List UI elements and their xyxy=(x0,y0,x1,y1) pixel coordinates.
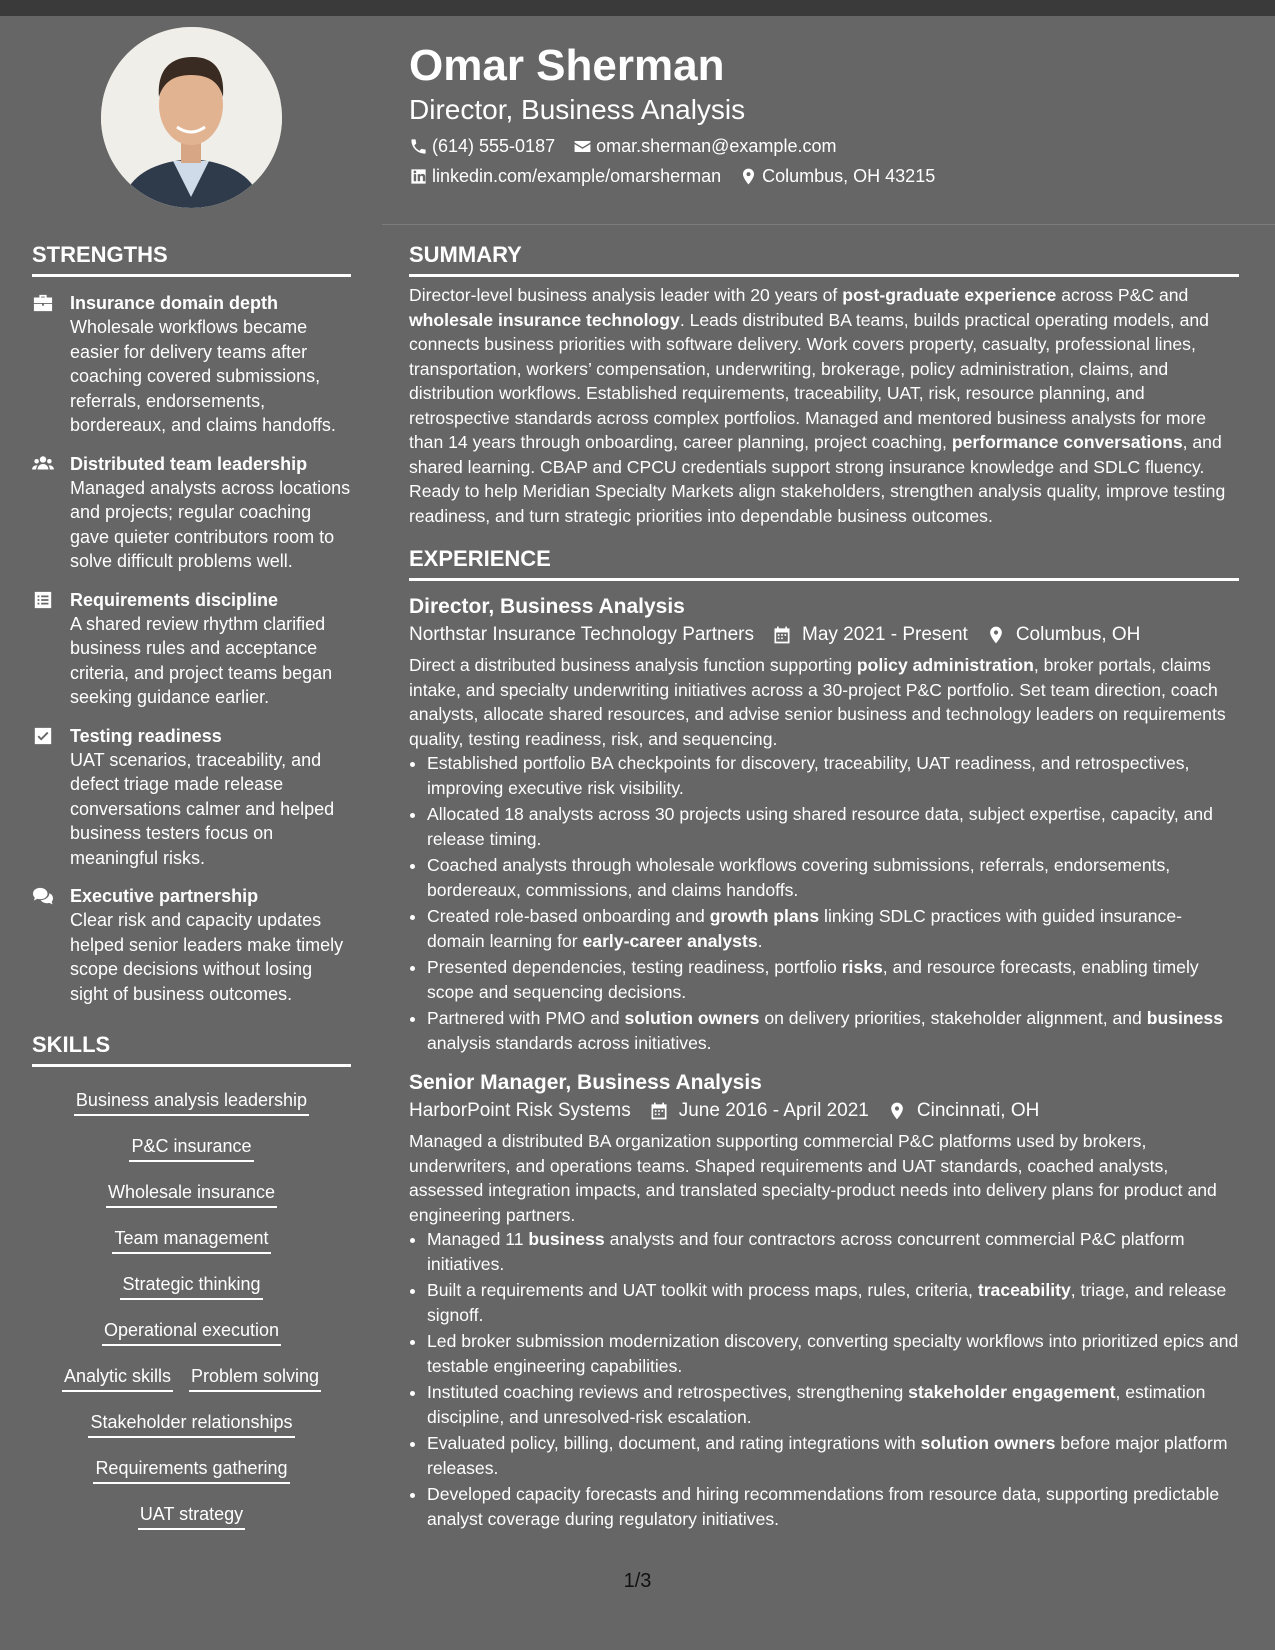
bullet: • Coached analysts through wholesale workflows covering submissions, referrals, endorsements, bordereaux, commissions, and claims handoffs. xyxy=(427,853,1239,902)
strength-desc: UAT scenarios, traceability, and defect triage made release conversations calmer and helped business testers focus on meaningful risks. xyxy=(70,749,335,868)
linkedin[interactable] xyxy=(409,164,721,188)
skills-heading: SKILLS xyxy=(32,1030,351,1067)
bullet: • Built a requirements and UAT toolkit with process maps, rules, criteria, traceability, triage, and release signoff. xyxy=(427,1278,1239,1327)
job-meta xyxy=(409,1097,1239,1125)
summary-text: Director-level business analysis leader with 20 years of post-graduate experience across P&C and wholesale insurance technology. Leads distributed BA teams, builds practical operating models, and connects business priorities with software delivery. Work covers property, casualty, professional lines, transportation, workers’ compensation, underwriting, brokerage, policy administration, claims, and distribution workflows. Established requirements, traceability, UAT, risk, resource planning, and retrospective standards across complex portfolios. Managed and mentored business analysts for more than 14 years through onboarding, career planning, project coaching, performance conversations, and shared learning. CBAP and CPCU credentials support strong insurance knowledge and SDLC fluency. Ready to help Meridian Specialty Markets align stakeholders, strengthen analysis quality, improve testing readiness, and turn strategic priorities into dependable business outcomes. xyxy=(409,285,1226,526)
header-divider xyxy=(382,224,1275,225)
phone-icon xyxy=(409,137,428,156)
location xyxy=(739,164,935,188)
bullet: • Established portfolio BA checkpoints for discovery, traceability, UAT readiness, and retrospectives, improving executive risk visibility. xyxy=(427,751,1239,800)
strength-item xyxy=(32,724,351,871)
map-marker-icon xyxy=(887,1101,907,1121)
skill-tag: Problem solving xyxy=(189,1364,321,1392)
skills-list xyxy=(32,1079,351,1539)
map-marker-icon xyxy=(739,167,758,186)
skill-tag: Analytic skills xyxy=(62,1364,173,1392)
strength-item xyxy=(32,291,351,438)
strength-item xyxy=(32,884,351,1006)
skill-tag: Business analysis leadership xyxy=(74,1088,309,1116)
comments-icon xyxy=(32,886,54,906)
strength-title: Testing readiness xyxy=(70,725,222,746)
strength-item xyxy=(32,452,351,574)
job-meta xyxy=(409,621,1239,649)
top-bar xyxy=(0,0,1275,16)
bullet: • Presented dependencies, testing readiness, portfolio risks, and resource forecasts, enabling timely scope and sequencing decisions. xyxy=(427,955,1239,1004)
job-location: Cincinnati, OH xyxy=(916,1100,1040,1121)
job-bullets xyxy=(409,1227,1239,1531)
strength-title: Insurance domain depth xyxy=(70,293,279,313)
bullet: • Developed capacity forecasts and hiring recommendations from resource data, supporting predictable analyst coverage during regulatory initiatives. xyxy=(427,1482,1239,1531)
skill-tag: Strategic thinking xyxy=(120,1272,262,1300)
company: Northstar Insurance Technology Partners xyxy=(409,624,754,645)
strength-desc: Managed analysts across locations and projects; regular coaching gave quieter contributors room to solve difficult problems well. xyxy=(70,477,351,571)
candidate-title: Director, Business Analysis xyxy=(409,94,746,125)
job-description: Direct a distributed business analysis function supporting policy administration, broker portals, claims intake, and specialty underwriting initiatives across a 30-project P&C portfolio. Set team direction, coach analysts, allocate shared resources, and advise senior business and technology leaders on requirements quality, testing readiness, risk, and sequencing. xyxy=(409,655,1226,749)
candidate-name: Omar Sherman xyxy=(409,41,725,90)
bullet: • Led broker submission modernization discovery, converting specialty workflows into prioritized epics and testable engineering capabilities. xyxy=(427,1329,1239,1378)
calendar-icon xyxy=(772,625,792,645)
header xyxy=(409,40,1249,188)
checkbox-icon xyxy=(32,726,54,746)
envelope-icon xyxy=(573,137,592,156)
contact-line-1 xyxy=(409,134,1249,158)
job-title: Senior Manager, Business Analysis xyxy=(409,1071,762,1094)
strengths-heading: STRENGTHS xyxy=(32,240,351,277)
job-dates: June 2016 - April 2021 xyxy=(678,1100,869,1121)
page-number: 1/3 xyxy=(623,1570,652,1592)
phone-text: (614) 555-0187 xyxy=(432,136,556,156)
job-dates: May 2021 - Present xyxy=(802,624,968,645)
strength-desc: A shared review rhythm clarified business rules and acceptance criteria, and project teams began seeking guidance earlier. xyxy=(70,613,333,707)
strength-desc: Clear risk and capacity updates helped senior leaders make timely scope decisions without losing sight of business outcomes. xyxy=(70,910,344,1004)
bullet: • Managed 11 business analysts and four contractors across concurrent commercial P&C platform initiatives. xyxy=(427,1227,1239,1276)
contact-line-2 xyxy=(409,164,1249,188)
experience-heading: EXPERIENCE xyxy=(409,544,1239,581)
skill-tag: Team management xyxy=(112,1226,270,1254)
bullet: • Evaluated policy, billing, document, and rating integrations with solution owners before major platform releases. xyxy=(427,1431,1239,1480)
briefcase-icon xyxy=(32,293,54,313)
job-title: Director, Business Analysis xyxy=(409,595,685,618)
company: HarborPoint Risk Systems xyxy=(409,1100,631,1121)
bullet: • Allocated 18 analysts across 30 projects using shared resource data, subject expertise, capacity, and release timing. xyxy=(427,802,1239,851)
email-text: omar.sherman@example.com xyxy=(596,136,837,156)
calendar-icon xyxy=(649,1101,669,1121)
left-column xyxy=(32,240,351,1539)
job-location: Columbus, OH xyxy=(1015,624,1141,645)
location-text: Columbus, OH 43215 xyxy=(762,166,936,186)
strength-title: Executive partnership xyxy=(70,886,259,906)
linkedin-text: linkedin.com/example/omarsherman xyxy=(432,166,722,186)
strength-title: Requirements discipline xyxy=(70,589,279,610)
list-icon xyxy=(32,590,54,610)
linkedin-icon xyxy=(409,167,428,186)
right-column xyxy=(409,240,1239,1533)
job-description: Managed a distributed BA organization supporting commercial P&C platforms used by brokers, underwriters, and operations teams. Shaped requirements and UAT standards, coached analysts, assessed integration impacts, and translated specialty-product needs into delivery plans for product and engineering partners. xyxy=(409,1131,1217,1225)
bullet: • Partnered with PMO and solution owners on delivery priorities, stakeholder alignment, and business analysis standards across initiatives. xyxy=(427,1006,1239,1055)
skill-tag: Operational execution xyxy=(102,1318,281,1346)
phone[interactable] xyxy=(409,134,555,158)
skill-tag: UAT strategy xyxy=(138,1502,245,1530)
profile-photo xyxy=(101,27,282,208)
users-icon xyxy=(32,454,54,474)
strength-desc: Wholesale workflows became easier for delivery teams after coaching covered submissions, referrals, endorsements, bordereaux, and claims handoffs. xyxy=(70,317,336,435)
bullet: • Created role-based onboarding and growth plans linking SDLC practices with guided insurance-domain learning for early-career analysts. xyxy=(427,904,1239,953)
bullet: • Instituted coaching reviews and retrospectives, strengthening stakeholder engagement, estimation discipline, and unresolved-risk escalation. xyxy=(427,1380,1239,1429)
skill-tag: P&C insurance xyxy=(129,1134,253,1162)
strength-title: Distributed team leadership xyxy=(70,453,308,474)
skill-tag: Stakeholder relationships xyxy=(88,1410,294,1438)
map-marker-icon xyxy=(986,625,1006,645)
email[interactable] xyxy=(573,134,836,158)
skill-tag: Requirements gathering xyxy=(93,1456,289,1484)
skill-tag: Wholesale insurance xyxy=(106,1180,277,1208)
summary-heading: SUMMARY xyxy=(409,240,1239,277)
job-bullets xyxy=(409,751,1239,1055)
strength-item xyxy=(32,588,351,710)
